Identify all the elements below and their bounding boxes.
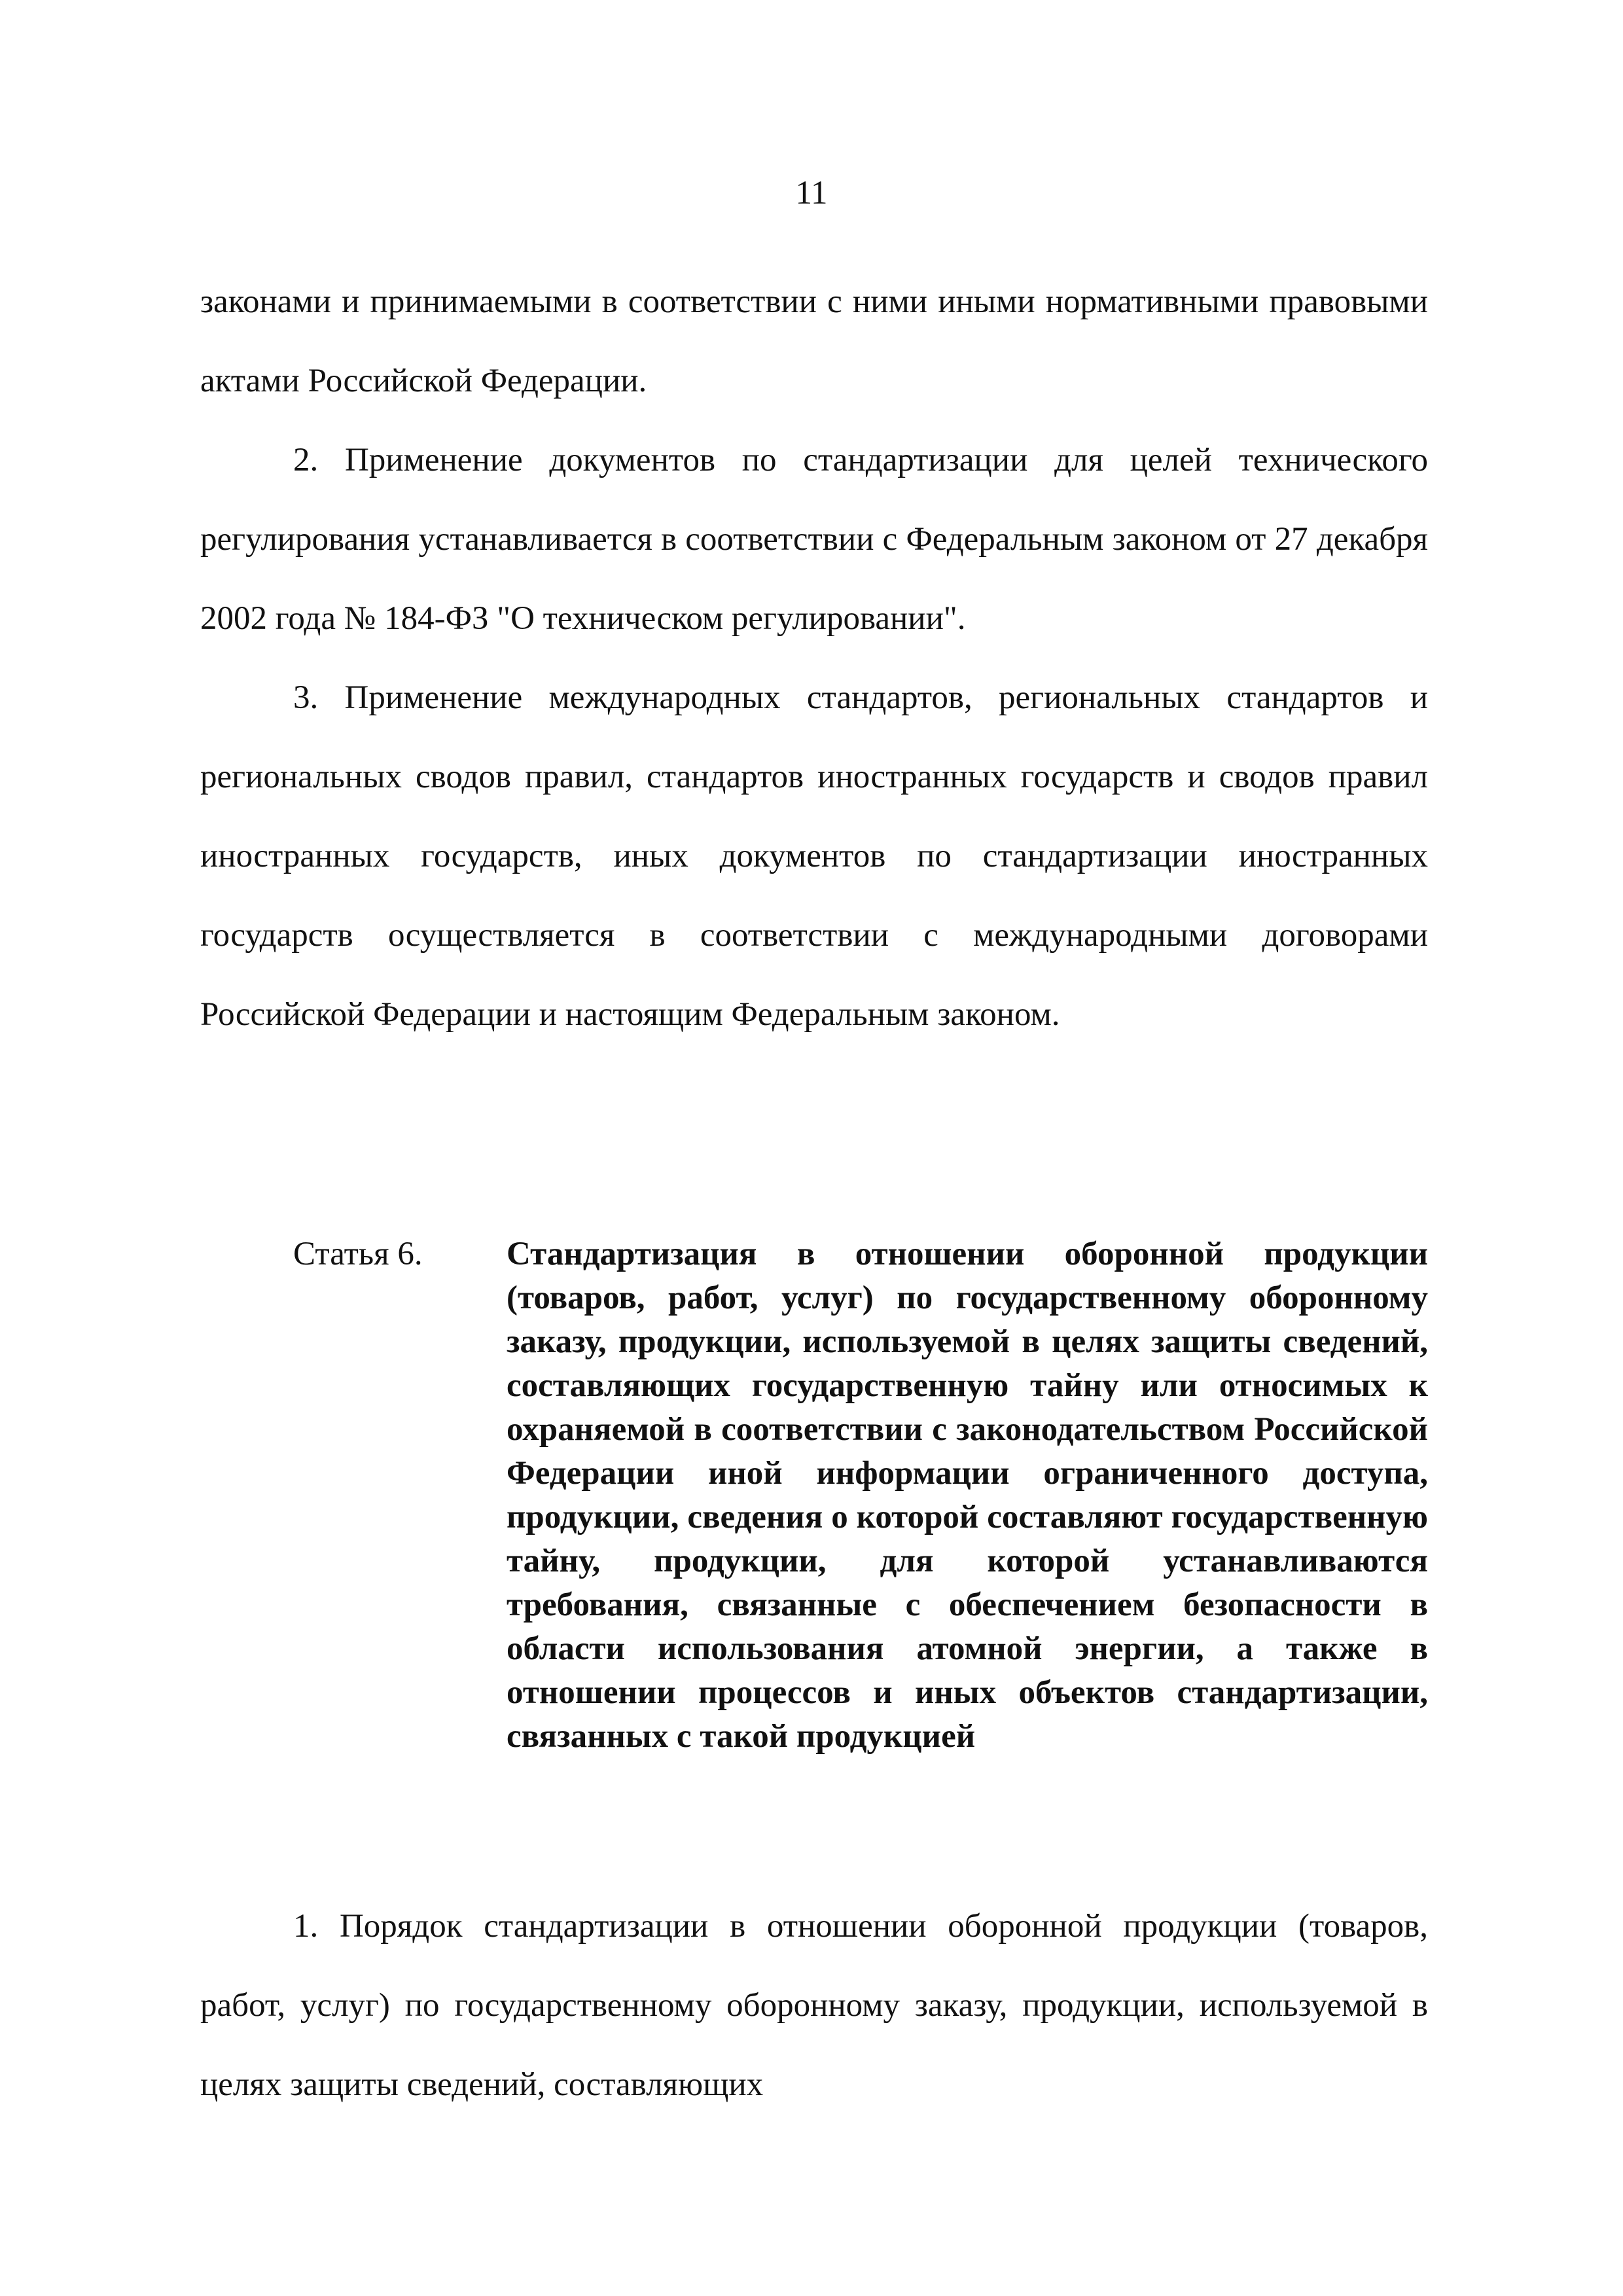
body-text-top	[200, 262, 1428, 1054]
paragraph: 2. Применение документов по стандартизации для целей технического регулирования устанавливается в соответствии с Федеральным законом от 27 декабря 2002 года № 184-ФЗ "О техническом регулировании".	[200, 442, 1428, 637]
paragraph: 3. Применение международных стандартов, региональных стандартов и региональных сводов правил, стандартов иностранных государств и сводов правил иностранных государств, иных документов по стандартизации иностранных государств осуществляется в соответствии с международными договорами Российской Федерации и настоящим Федеральным законом.	[200, 679, 1428, 1033]
article-title: Стандартизация в отношении оборонной продукции (товаров, работ, услуг) по государственному оборонному заказу, продукции, используемой в целях защиты сведений, составляющих государственную тайну или относимых к охраняемой в соответствии с законодательством Российской Федерации иной информации ограниченного доступа, продукции, сведения о которой составляют государственную тайну, продукции, для которой устанавливаются требования, связанные с обеспечением безопасности в области использования атомной энергии, а также в отношении процессов и иных объектов стандартизации, связанных с такой продукцией	[507, 1236, 1428, 1755]
paragraph: законами и принимаемыми в соответствии с ними иными нормативными правовыми актами Российской Федерации.	[200, 283, 1428, 399]
paragraph: 1. Порядок стандартизации в отношении оборонной продукции (товаров, работ, услуг) по государственному оборонному заказу, продукции, используемой в целях защиты сведений, составляющих	[200, 1908, 1428, 2103]
body-text-bottom	[200, 1887, 1428, 2125]
page-number: 11	[795, 175, 828, 211]
article-heading	[200, 1232, 1428, 1848]
article-label: Статья 6.	[293, 1236, 423, 1272]
